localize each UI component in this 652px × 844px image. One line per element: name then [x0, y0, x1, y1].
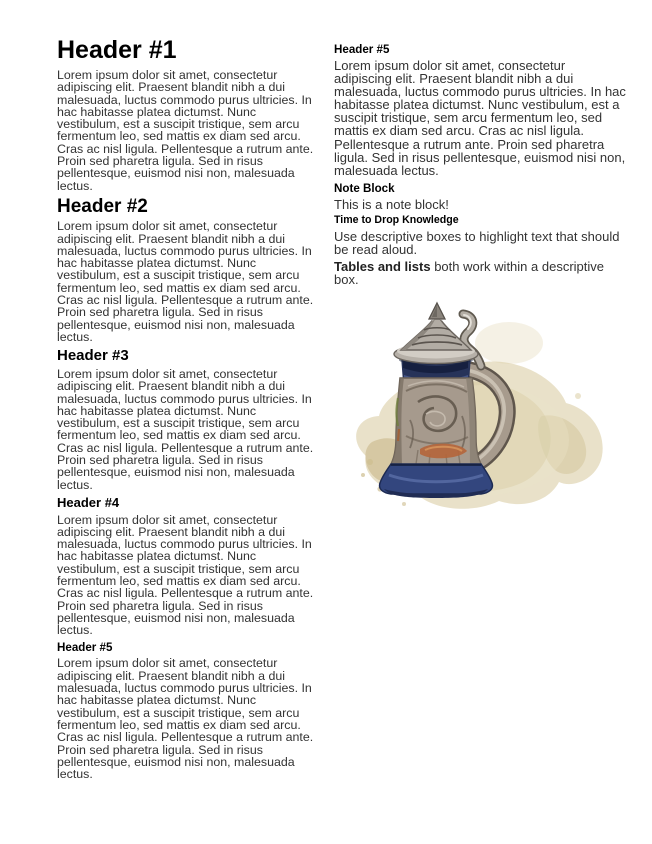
- section-2-paragraph: Lorem ipsum dolor sit amet, consectetur adipiscing elit. Praesent blandit nibh a dui malesuada, luctus commodo purus ultricies. In hac habitasse platea dictumst. Nunc vestibulum, est a suscipit tristique, sem arcu fermentum leo, sed mattis ex diam sed arcu. Cras ac nisl ligula. Pellentesque a rutrum ante. Proin sed pharetra ligula. Sed in risus pellentesque, euismod nisi non, malesuada lectus.: [57, 219, 314, 344]
- section-4-paragraph: Lorem ipsum dolor sit amet, consectetur adipiscing elit. Praesent blandit nibh a dui malesuada, luctus commodo purus ultricies. In hac habitasse platea dictumst. Nunc vestibulum, est a suscipit tristique, sem arcu fermentum leo, sed mattis ex diam sed arcu. Cras ac nisl ligula. Pellentesque a rutrum ante. Proin sed pharetra ligula. Sed in risus pellentesque, euismod nisi non, malesuada lectus.: [57, 512, 314, 638]
- right-column: [334, 38, 626, 532]
- section-header-5: Header #5: [57, 641, 113, 655]
- section-header-1: Header #1: [57, 36, 177, 64]
- left-column: [57, 36, 319, 784]
- knowledge-text: Use descriptive boxes to highlight text that should be read aloud.: [334, 228, 620, 257]
- section-header-4: Header #4: [57, 494, 120, 510]
- right-section-paragraph: Lorem ipsum dolor sit amet, consectetur adipiscing elit. Praesent blandit nibh a dui malesuada, luctus commodo purus ultricies. In hac habitasse platea dictumst. Nunc vestibulum, est a suscipit tristique, sem arcu fermentum leo, sed mattis ex diam sed arcu. Cras ac nisl ligula. Pellentesque a rutrum ante. Proin sed pharetra ligula. Sed in risus pellentesque, euismod nisi non, malesuada lectus.: [334, 57, 626, 178]
- section-5-paragraph: Lorem ipsum dolor sit amet, consectetur adipiscing elit. Praesent blandit nibh a dui malesuada, luctus commodo purus ultricies. In hac habitasse platea dictumst. Nunc vestibulum, est a suscipit tristique, sem arcu fermentum leo, sed mattis ex diam sed arcu. Cras ac nisl ligula. Pellentesque a rutrum ante. Proin sed pharetra ligula. Sed in risus pellentesque, euismod nisi non, malesuada lectus.: [57, 656, 314, 782]
- section-1-paragraph: Lorem ipsum dolor sit amet, consectetur adipiscing elit. Praesent blandit nibh a dui malesuada, luctus commodo purus ultricies. In hac habitasse platea dictumst. Nunc vestibulum, est a suscipit tristique, sem arcu fermentum leo, sed mattis ex diam sed arcu. Cras ac nisl ligula. Pellentesque a rutrum ante. Proin sed pharetra ligula. Sed in risus pellentesque, euismod nisi non, malesuada lectus.: [57, 68, 314, 193]
- beer-stein-svg: [334, 298, 626, 532]
- beer-stein-image: [334, 298, 626, 532]
- note-block-text: This is a note block!: [334, 196, 449, 212]
- knowledge-header: Time to Drop Knowledge: [334, 213, 459, 226]
- tables-note-text: [334, 260, 626, 286]
- section-header-3: Header #3: [57, 347, 129, 365]
- stein-base: [380, 464, 493, 498]
- section-header-2: Header #2: [57, 195, 148, 217]
- tables-note-rest: both work within a descriptive box.: [334, 258, 604, 288]
- section-header-5-right: Header #5: [334, 43, 390, 56]
- stein-body: [390, 378, 482, 466]
- note-block-header: Note Block: [334, 181, 395, 195]
- section-3-paragraph: Lorem ipsum dolor sit amet, consectetur adipiscing elit. Praesent blandit nibh a dui malesuada, luctus commodo purus ultricies. In hac habitasse platea dictumst. Nunc vestibulum, est a suscipit tristique, sem arcu fermentum leo, sed mattis ex diam sed arcu. Cras ac nisl ligula. Pellentesque a rutrum ante. Proin sed pharetra ligula. Sed in risus pellentesque, euismod nisi non, malesuada lectus.: [57, 367, 314, 492]
- tables-note-bold-lead: Tables and lists: [334, 258, 431, 274]
